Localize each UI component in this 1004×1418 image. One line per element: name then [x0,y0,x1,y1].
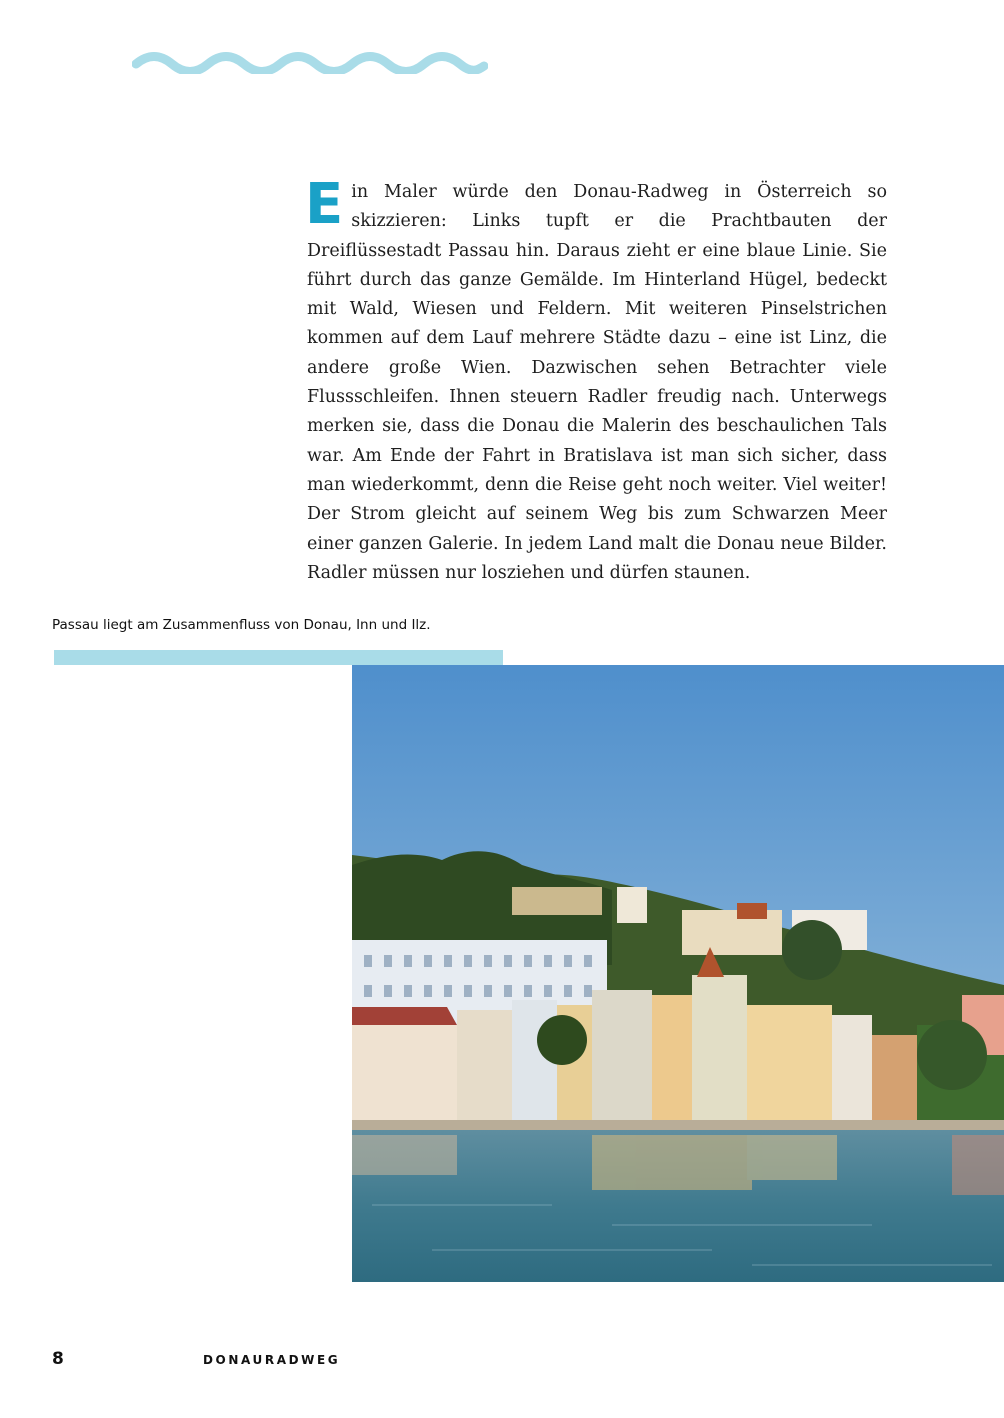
caption-bar [54,650,503,665]
running-title: DONAURADWEG [203,1353,341,1367]
article-body [305,172,887,588]
drop-cap: E [305,172,344,237]
passau-photo [352,665,1004,1282]
article-text: in Maler würde den Donau-Radweg in Österreich so skizzieren: Links tupft er die Prachtbauten der Dreiflüssestadt Passau hin. Daraus zieht er eine blaue Linie. Sie führt durch das ganze Gemälde. Im Hinterland Hügel, bedeckt mit Wald, Wiesen und Feldern. Mit weiteren Pinselstrichen kommen auf dem Lauf mehrere Städte dazu – eine ist Linz, die andere große Wien. Dazwischen sehen Betrachter viele Flussschleifen. Ihnen steuern Radler freudig nach. Unterwegs merken sie, dass die Donau die Malerin des beschaulichen Tals war. Am Ende der Fahrt in Bratislava ist man sich sicher, dass man wiederkommt, denn die Reise geht noch weiter. Viel weiter! Der Strom gleicht auf seinem Weg bis zum Schwarzen Meer einer ganzen Galerie. In jedem Land malt die Donau neue Bilder. Radler müssen nur losziehen und dürfen staunen. [307,182,887,583]
decorative-wave [132,44,488,74]
page-number: 8 [52,1349,64,1369]
photo-caption: Passau liegt am Zusammenfluss von Donau, Inn und Ilz. [52,617,431,633]
